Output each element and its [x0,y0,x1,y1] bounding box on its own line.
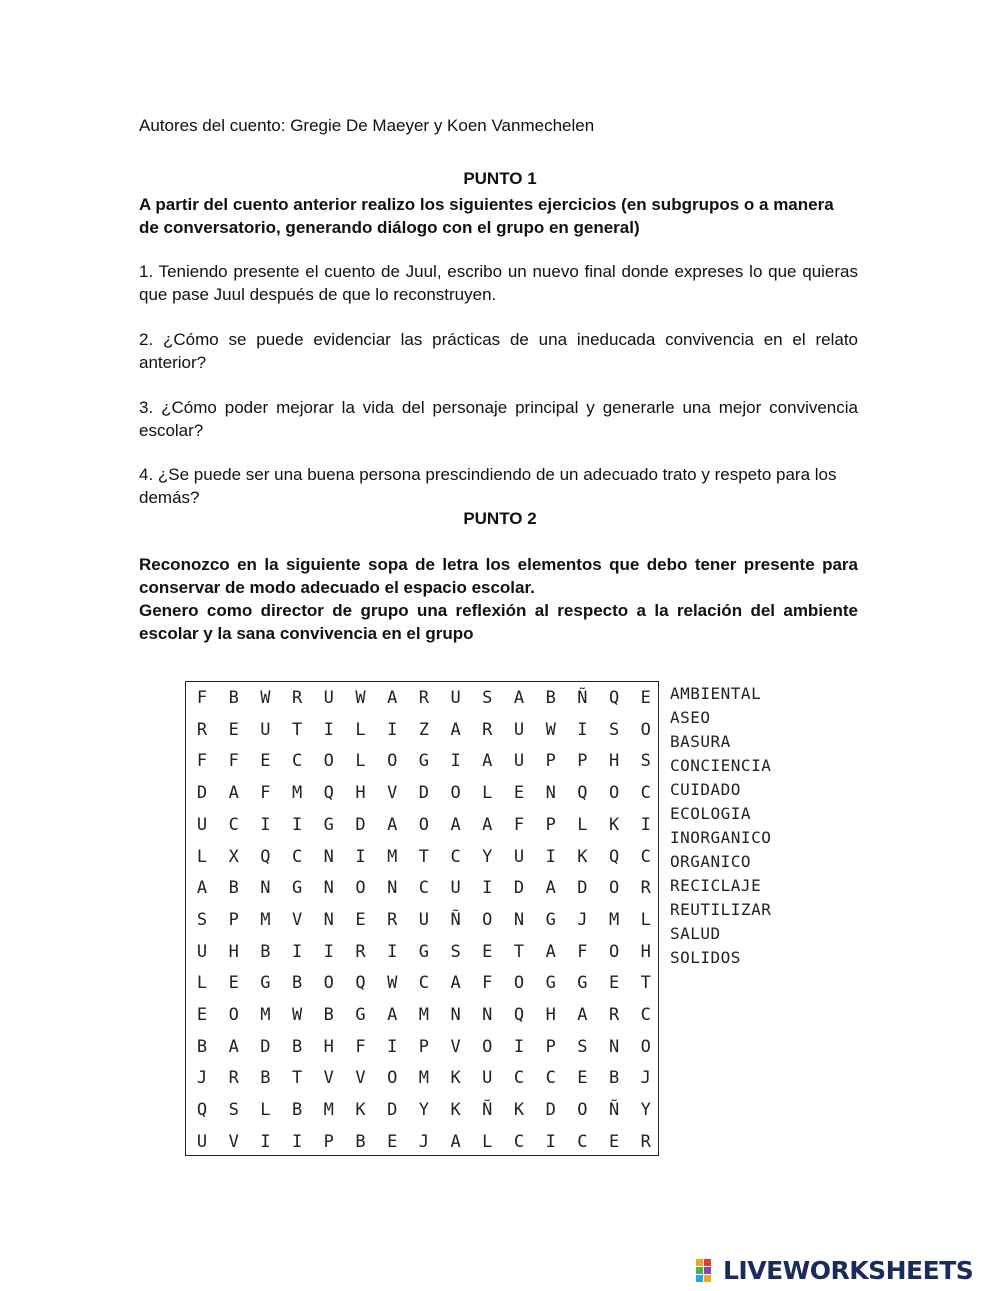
grid-cell[interactable]: C [640,783,651,804]
grid-cell[interactable]: O [387,751,398,772]
grid-cell[interactable]: L [355,751,366,772]
grid-cell[interactable]: C [640,1005,651,1025]
grid-cell[interactable]: W [260,688,271,708]
question-3: 3. ¿Cómo poder mejorar la vida del personaje principal y generarle una mejor convivencia escolar? [139,398,858,440]
grid-cell[interactable]: A [228,783,239,804]
grid-cell[interactable]: B [608,1068,620,1089]
grid-cell[interactable]: G [545,973,556,994]
grid-cell[interactable]: Q [196,1100,208,1121]
grid-cell[interactable]: K [355,1100,366,1121]
grid-cell[interactable]: J [418,1131,430,1152]
grid-cell[interactable]: B [228,878,239,899]
grid-cell[interactable]: O [387,1068,398,1089]
grid-cell[interactable]: H [545,1005,556,1025]
grid-cell[interactable]: O [640,719,651,740]
grid-cell[interactable]: Q [608,846,620,867]
grid-cell[interactable]: A [387,814,398,835]
question-2: 2. ¿Cómo se puede evidenciar las prácticas de una ineducada convivencia en el relato anterior? [139,330,858,372]
grid-cell[interactable]: I [260,814,271,835]
grid-cell[interactable]: L [196,846,208,867]
grid-cell[interactable]: I [482,878,493,899]
grid-cell[interactable]: F [577,941,588,962]
grid-cell[interactable]: H [640,941,651,962]
grid-cell[interactable]: M [418,1005,430,1025]
punto-1-intro: A partir del cuento anterior realizo los siguientes ejercicios (en subgrupos o a manera de conversatorio, generando diálogo con el grupo en general) [139,195,834,237]
punto-2-heading: PUNTO 2 [463,509,537,528]
grid-cell[interactable]: Q [355,973,366,994]
grid-cell[interactable]: N [482,1005,493,1025]
grid-cell[interactable]: U [196,941,208,962]
grid-cell[interactable]: A [450,719,461,740]
punto-2-instructions [139,553,858,645]
grid-cell[interactable]: Q [260,846,271,867]
grid-cell[interactable]: W [387,973,398,994]
grid-cell[interactable]: K [608,814,620,835]
grid-cell[interactable]: N [260,878,271,899]
grid-cell[interactable]: G [323,814,334,835]
grid-cell[interactable]: B [291,1036,303,1057]
grid-cell[interactable]: H [228,941,239,962]
grid-cell[interactable]: U [450,688,461,708]
grid-cell[interactable]: V [291,909,303,930]
grid-cell[interactable]: C [418,973,430,994]
grid-cell[interactable]: P [323,1131,334,1152]
grid-cell[interactable]: I [291,814,303,835]
grid-cell[interactable]: E [608,1131,620,1152]
grid-cell[interactable]: M [260,909,271,930]
grid-cell[interactable]: R [228,1068,239,1089]
grid-cell[interactable]: R [196,719,208,740]
grid-cell[interactable]: R [387,909,398,930]
grid-cell[interactable]: D [196,783,208,804]
grid-cell[interactable]: R [355,941,366,962]
grid-cell[interactable]: G [418,941,430,962]
grid-cell[interactable]: D [387,1100,398,1121]
grid-cell[interactable]: C [640,846,651,867]
punto-1-heading: PUNTO 1 [463,169,537,188]
grid-cell[interactable]: L [260,1100,271,1121]
grid-cell[interactable]: K [577,846,588,867]
grid-cell[interactable]: G [291,878,303,899]
grid-cell[interactable]: R [640,878,651,899]
word-list-item: BASURA [670,732,731,751]
word-list-item: ECOLOGIA [670,804,752,823]
grid-cell[interactable]: I [355,846,366,867]
grid-cell[interactable]: U [450,878,461,899]
grid-cell[interactable]: U [513,751,525,772]
grid-cell[interactable]: O [228,1005,239,1025]
punto-2-instruction-2: Genero como director de grupo una reflexión al respecto a la relación del ambiente escolar y la sana convivencia en el grupo [139,601,858,643]
grid-cell[interactable]: F [196,688,208,708]
grid-cell[interactable]: D [545,1100,556,1121]
story-authors: Autores del cuento: Gregie De Maeyer y Koen Vanmechelen [139,116,595,135]
grid-cell[interactable]: H [323,1036,334,1057]
grid-cell[interactable]: F [355,1036,366,1057]
grid-cell[interactable]: G [355,1005,366,1025]
grid-cell[interactable]: U [260,719,271,740]
grid-cell[interactable]: S [196,909,208,930]
grid-cell[interactable]: M [418,1068,430,1089]
grid-cell[interactable]: Y [482,846,493,867]
grid-cell[interactable]: Y [418,1100,430,1121]
grid-cell[interactable]: V [323,1068,334,1089]
grid-cell[interactable]: A [482,814,493,835]
word-list-item: CUIDADO [670,780,741,799]
grid-cell[interactable]: F [228,751,239,772]
grid-cell[interactable]: A [450,1131,461,1152]
question-1: 1. Teniendo presente el cuento de Juul, escribo un nuevo final donde expreses lo que quieras que pase Juul después de que lo reconstruyen. [139,262,858,304]
grid-cell[interactable]: Ñ [482,1100,493,1121]
grid-cell[interactable]: E [228,719,239,740]
grid-cell[interactable]: M [260,1005,271,1025]
brand-name: LIVEWORKSHEETS [723,1255,974,1285]
grid-cell[interactable]: O [355,878,366,899]
grid-cell[interactable]: C [545,1068,556,1089]
grid-cell[interactable]: S [482,688,493,708]
grid-cell[interactable]: D [577,878,588,899]
grid-cell[interactable]: I [323,719,334,740]
grid-cell[interactable]: U [418,909,430,930]
grid-cell[interactable]: S [228,1100,239,1121]
grid-cell[interactable]: I [387,941,398,962]
grid-cell[interactable]: Z [418,719,430,740]
grid-cell[interactable]: V [450,1036,461,1057]
grid-cell[interactable]: C [577,1131,588,1152]
word-list-item: SALUD [670,924,721,943]
grid-cell[interactable]: B [260,1068,271,1089]
grid-cell[interactable]: E [196,1005,208,1025]
grid-cell[interactable]: B [545,688,556,708]
grid-cell[interactable]: O [482,1036,493,1057]
grid-cell[interactable]: V [387,783,398,804]
grid-cell[interactable]: L [196,973,208,994]
grid-cell[interactable]: E [608,973,620,994]
grid-cell[interactable]: T [291,719,303,740]
grid-cell[interactable]: I [450,751,461,772]
grid-cell[interactable]: B [260,941,271,962]
word-list [670,684,771,972]
grid-cell[interactable]: P [545,1036,556,1057]
grid-cell[interactable]: O [482,909,493,930]
grid-cell[interactable]: P [418,1036,430,1057]
grid-cell[interactable]: D [355,814,366,835]
grid-cell[interactable]: I [387,719,398,740]
grid-cell[interactable]: U [513,719,525,740]
grid-cell[interactable]: P [545,751,556,772]
grid-cell[interactable]: R [482,719,493,740]
word-list-item: ORGANICO [670,852,752,871]
grid-cell[interactable]: A [387,688,398,708]
grid-cell[interactable]: N [323,846,334,867]
grid-cell[interactable]: N [323,878,334,899]
grid-cell[interactable]: J [640,1068,651,1089]
grid-cell[interactable]: G [577,973,588,994]
grid-cell[interactable]: T [513,941,525,962]
word-list-item: CONCIENCIA [670,756,772,775]
grid-cell[interactable]: S [640,751,651,772]
grid-cell[interactable]: O [608,783,620,804]
grid-cell[interactable]: J [196,1068,208,1089]
word-list-item: INORGANICO [670,828,772,847]
grid-cell[interactable]: Q [513,1005,525,1025]
grid-cell[interactable]: I [323,941,334,962]
grid-cell[interactable]: V [355,1068,366,1089]
grid-cell[interactable]: A [196,878,208,899]
liveworksheets-logo-icon [695,1257,721,1283]
word-search-grid[interactable] [185,681,659,1156]
grid-cell[interactable]: C [513,1068,525,1089]
grid-cell[interactable]: O [450,783,461,804]
grid-cell[interactable]: M [608,909,620,930]
grid-cell[interactable]: E [513,783,525,804]
grid-cell[interactable]: N [450,1005,461,1025]
grid-cell[interactable]: Q [323,783,334,804]
grid-cell[interactable]: S [450,941,461,962]
grid-cell[interactable]: C [513,1131,525,1152]
grid-cell[interactable]: P [545,814,556,835]
grid-cell[interactable]: V [228,1131,239,1152]
grid-cell[interactable]: C [228,814,239,835]
grid-cell[interactable]: O [577,1100,588,1121]
word-list-item: AMBIENTAL [670,684,762,703]
grid-cell[interactable]: G [545,909,556,930]
grid-cell[interactable]: W [545,719,556,740]
grid-cell[interactable]: L [640,909,651,930]
grid-cell[interactable]: S [608,719,620,740]
grid-cell[interactable]: K [513,1100,525,1121]
grid-cell[interactable]: A [450,814,461,835]
grid-cell[interactable]: A [482,751,493,772]
liveworksheets-brand [695,1253,973,1287]
grid-cell[interactable]: M [323,1100,334,1121]
grid-cell[interactable]: O [323,751,334,772]
grid-cell[interactable]: C [291,846,303,867]
grid-cell[interactable]: Ñ [450,909,461,930]
grid-cell[interactable]: T [291,1068,303,1089]
grid-cell[interactable]: I [640,814,651,835]
grid-cell[interactable]: E [387,1131,398,1152]
grid-cell[interactable]: I [260,1131,271,1152]
grid-cell[interactable]: O [513,973,525,994]
grid-cell[interactable]: B [291,973,303,994]
grid-cell[interactable]: O [608,941,620,962]
grid-cell[interactable]: B [196,1036,208,1057]
grid-cell[interactable]: K [450,1100,461,1121]
grid-cell[interactable]: C [418,878,430,899]
grid-cell[interactable]: H [608,751,620,772]
grid-cell[interactable]: Y [640,1100,651,1121]
grid-cell[interactable]: E [577,1068,588,1089]
grid-cell[interactable]: P [577,751,588,772]
grid-cell[interactable]: N [387,878,398,899]
question-4: 4. ¿Se puede ser una buena persona prescindiendo de un adecuado trato y respeto para los demás? [139,465,837,507]
grid-cell[interactable]: F [482,973,493,994]
grid-cell[interactable]: N [608,1036,620,1057]
word-list-item: ASEO [670,708,711,727]
grid-cell[interactable]: U [513,846,525,867]
grid-cell[interactable]: B [323,1005,334,1025]
grid-cell[interactable]: A [577,1005,588,1025]
grid-cell[interactable]: A [450,973,461,994]
grid-cell[interactable]: U [323,688,334,708]
grid-cell[interactable]: I [291,1131,303,1152]
grid-cell[interactable]: O [608,878,620,899]
grid-cell[interactable]: E [260,751,271,772]
grid-cell[interactable]: A [228,1036,239,1057]
grid-cell[interactable]: B [355,1131,366,1152]
grid-cell[interactable]: W [355,688,366,708]
grid-cell[interactable]: N [513,909,525,930]
grid-cell[interactable]: I [545,1131,556,1152]
grid-cell[interactable]: L [577,814,588,835]
grid-cell[interactable]: Q [608,688,620,708]
grid-cell[interactable]: F [260,783,271,804]
grid-cell[interactable]: L [355,719,366,740]
grid-cell[interactable]: I [291,941,303,962]
grid-cell[interactable]: K [450,1068,461,1089]
grid-cell[interactable]: A [545,878,556,899]
grid-cell[interactable]: N [323,909,334,930]
grid-cell[interactable]: R [608,1005,620,1025]
punto-2-instruction-1: Reconozco en la siguiente sopa de letra los elementos que debo tener presente para conservar de modo adecuado el espacio escolar. [139,555,858,597]
grid-cell[interactable]: M [387,846,398,867]
grid-cell[interactable]: E [640,688,651,708]
grid-cell[interactable]: I [513,1036,525,1057]
grid-cell[interactable]: E [228,973,239,994]
grid-cell[interactable]: M [291,783,303,804]
grid-cell[interactable]: A [513,688,525,708]
grid-cell[interactable]: T [418,846,430,867]
grid-cell[interactable]: D [513,878,525,899]
grid-cell[interactable]: J [577,909,588,930]
grid-cell[interactable]: B [291,1100,303,1121]
grid-cell[interactable]: O [323,973,334,994]
grid-cell[interactable]: R [291,688,303,708]
grid-cell[interactable]: U [482,1068,493,1089]
grid-cell[interactable]: P [228,909,239,930]
grid-cell[interactable]: D [418,783,430,804]
grid-cell[interactable]: Ñ [608,1100,620,1121]
word-list-item: RECICLAJE [670,876,762,895]
grid-cell[interactable]: W [291,1005,303,1025]
grid-cell[interactable]: S [577,1036,588,1057]
grid-cell[interactable]: U [196,814,208,835]
grid-cell[interactable]: I [545,846,556,867]
grid-cell[interactable]: A [545,941,556,962]
grid-cell[interactable]: A [387,1005,398,1025]
word-list-item: REUTILIZAR [670,900,772,919]
grid-cell[interactable]: F [196,751,208,772]
word-list-item: SOLIDOS [670,948,741,967]
grid-cell[interactable]: C [291,751,303,772]
grid-cell[interactable]: N [545,783,556,804]
grid-cell[interactable]: C [450,846,461,867]
grid-cell[interactable]: O [640,1036,651,1057]
grid-cell[interactable]: L [482,1131,493,1152]
grid-cell[interactable]: G [418,751,430,772]
grid-cell[interactable]: G [260,973,271,994]
grid-cell[interactable]: F [513,814,525,835]
grid-cell[interactable]: D [260,1036,271,1057]
grid-cell[interactable]: H [355,783,366,804]
grid-cell[interactable]: O [418,814,430,835]
grid-cell[interactable]: E [482,941,493,962]
grid-cell[interactable]: Q [577,783,588,804]
grid-cell[interactable]: Ñ [577,688,588,708]
grid-cell[interactable]: T [640,973,651,994]
grid-cell[interactable]: R [640,1131,651,1152]
grid-cell[interactable]: B [228,688,239,708]
grid-cell[interactable]: L [482,783,493,804]
grid-cell[interactable]: I [577,719,588,740]
grid-cell[interactable]: X [228,846,239,867]
grid-cell[interactable]: I [387,1036,398,1057]
grid-cell[interactable]: R [418,688,430,708]
grid-cell[interactable]: E [355,909,366,930]
grid-cell[interactable]: U [196,1131,208,1152]
